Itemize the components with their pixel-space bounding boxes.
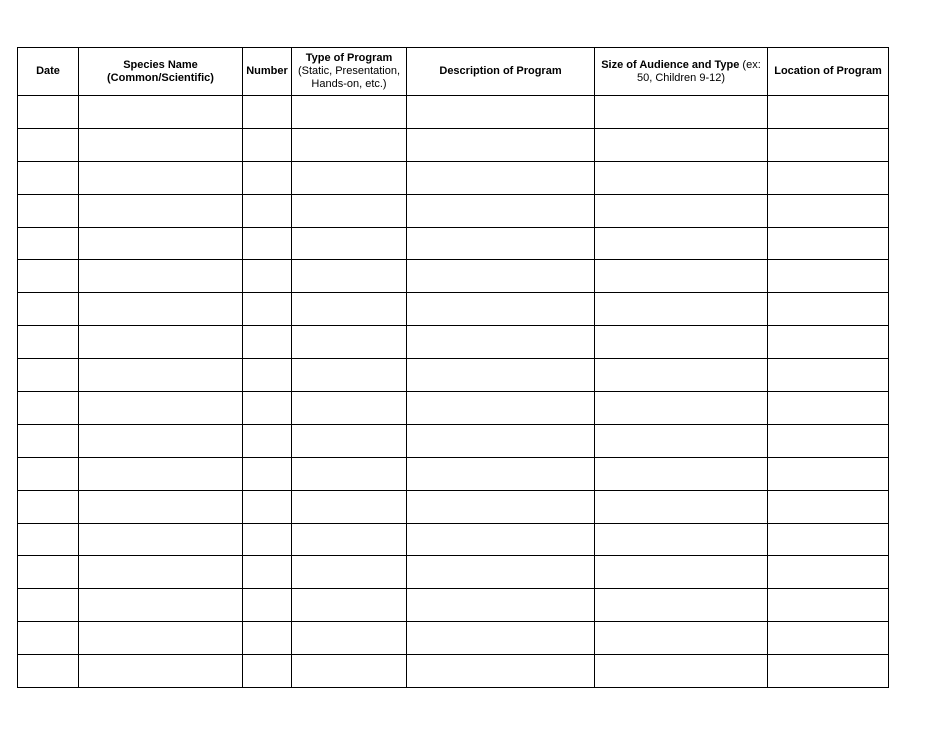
table-row — [18, 326, 889, 359]
cell-description[interactable] — [407, 260, 595, 293]
column-header-type-of-program: Type of Program (Static, Presentation, Hands-on, etc.) — [292, 48, 407, 96]
cell-number[interactable] — [243, 260, 292, 293]
cell-number[interactable] — [243, 227, 292, 260]
cell-date[interactable] — [18, 589, 79, 622]
cell-species-name[interactable] — [79, 359, 243, 392]
cell-description[interactable] — [407, 490, 595, 523]
cell-date[interactable] — [18, 392, 79, 425]
cell-number[interactable] — [243, 457, 292, 490]
header-row — [18, 48, 889, 96]
cell-type-of-program[interactable] — [292, 457, 407, 490]
cell-date[interactable] — [18, 359, 79, 392]
cell-description[interactable] — [407, 194, 595, 227]
cell-type-of-program[interactable] — [292, 326, 407, 359]
cell-number[interactable] — [243, 161, 292, 194]
table-row — [18, 128, 889, 161]
cell-type-of-program[interactable] — [292, 622, 407, 655]
cell-location[interactable] — [768, 490, 889, 523]
cell-species-name[interactable] — [79, 392, 243, 425]
table-row — [18, 194, 889, 227]
program-log-table — [17, 47, 889, 688]
cell-location[interactable] — [768, 194, 889, 227]
cell-description[interactable] — [407, 326, 595, 359]
cell-location[interactable] — [768, 556, 889, 589]
cell-audience-size[interactable] — [595, 128, 768, 161]
cell-number[interactable] — [243, 622, 292, 655]
cell-number[interactable] — [243, 96, 292, 129]
cell-date[interactable] — [18, 293, 79, 326]
cell-description[interactable] — [407, 128, 595, 161]
cell-number[interactable] — [243, 655, 292, 688]
cell-date[interactable] — [18, 161, 79, 194]
cell-number[interactable] — [243, 326, 292, 359]
cell-description[interactable] — [407, 392, 595, 425]
table-row — [18, 622, 889, 655]
table-row — [18, 161, 889, 194]
cell-number[interactable] — [243, 392, 292, 425]
cell-location[interactable] — [768, 589, 889, 622]
cell-species-name[interactable] — [79, 589, 243, 622]
cell-audience-size[interactable] — [595, 293, 768, 326]
table-row — [18, 589, 889, 622]
cell-location[interactable] — [768, 424, 889, 457]
table-row — [18, 424, 889, 457]
table-row — [18, 556, 889, 589]
cell-location[interactable] — [768, 359, 889, 392]
table-row — [18, 457, 889, 490]
cell-number[interactable] — [243, 194, 292, 227]
cell-description[interactable] — [407, 227, 595, 260]
cell-date[interactable] — [18, 490, 79, 523]
cell-species-name[interactable] — [79, 96, 243, 129]
cell-audience-size[interactable] — [595, 227, 768, 260]
column-header-species-name: Species Name (Common/Scientific) — [79, 48, 243, 96]
cell-date[interactable] — [18, 194, 79, 227]
cell-audience-size[interactable] — [595, 424, 768, 457]
cell-number[interactable] — [243, 556, 292, 589]
cell-location[interactable] — [768, 293, 889, 326]
table-row — [18, 392, 889, 425]
cell-species-name[interactable] — [79, 490, 243, 523]
cell-audience-size[interactable] — [595, 655, 768, 688]
cell-species-name[interactable] — [79, 655, 243, 688]
column-header-description: Description of Program — [407, 48, 595, 96]
cell-species-name[interactable] — [79, 293, 243, 326]
cell-date[interactable] — [18, 227, 79, 260]
cell-audience-size[interactable] — [595, 326, 768, 359]
cell-number[interactable] — [243, 293, 292, 326]
cell-date[interactable] — [18, 556, 79, 589]
cell-description[interactable] — [407, 457, 595, 490]
cell-description[interactable] — [407, 293, 595, 326]
cell-location[interactable] — [768, 161, 889, 194]
cell-number[interactable] — [243, 128, 292, 161]
cell-species-name[interactable] — [79, 326, 243, 359]
cell-number[interactable] — [243, 490, 292, 523]
cell-location[interactable] — [768, 392, 889, 425]
cell-audience-size[interactable] — [595, 589, 768, 622]
cell-type-of-program[interactable] — [292, 227, 407, 260]
cell-type-of-program[interactable] — [292, 655, 407, 688]
cell-date[interactable] — [18, 622, 79, 655]
column-header-date: Date — [18, 48, 79, 96]
cell-species-name[interactable] — [79, 128, 243, 161]
cell-type-of-program[interactable] — [292, 392, 407, 425]
table-row — [18, 655, 889, 688]
column-header-number: Number — [243, 48, 292, 96]
cell-audience-size[interactable] — [595, 359, 768, 392]
cell-audience-size[interactable] — [595, 194, 768, 227]
cell-audience-size[interactable] — [595, 523, 768, 556]
cell-description[interactable] — [407, 622, 595, 655]
cell-date[interactable] — [18, 457, 79, 490]
cell-species-name[interactable] — [79, 457, 243, 490]
cell-location[interactable] — [768, 128, 889, 161]
table-row — [18, 293, 889, 326]
cell-description[interactable] — [407, 523, 595, 556]
cell-number[interactable] — [243, 424, 292, 457]
cell-description[interactable] — [407, 655, 595, 688]
cell-species-name[interactable] — [79, 556, 243, 589]
cell-type-of-program[interactable] — [292, 260, 407, 293]
cell-date[interactable] — [18, 326, 79, 359]
cell-location[interactable] — [768, 655, 889, 688]
cell-audience-size[interactable] — [595, 556, 768, 589]
cell-audience-size[interactable] — [595, 457, 768, 490]
cell-location[interactable] — [768, 457, 889, 490]
cell-type-of-program[interactable] — [292, 523, 407, 556]
cell-description[interactable] — [407, 556, 595, 589]
cell-species-name[interactable] — [79, 523, 243, 556]
table-row — [18, 490, 889, 523]
cell-date[interactable] — [18, 96, 79, 129]
table-row — [18, 260, 889, 293]
cell-type-of-program[interactable] — [292, 424, 407, 457]
cell-species-name[interactable] — [79, 260, 243, 293]
cell-audience-size[interactable] — [595, 622, 768, 655]
table-row — [18, 227, 889, 260]
cell-audience-size[interactable] — [595, 490, 768, 523]
cell-type-of-program[interactable] — [292, 589, 407, 622]
log-body — [18, 96, 889, 688]
cell-description[interactable] — [407, 424, 595, 457]
cell-species-name[interactable] — [79, 161, 243, 194]
cell-type-of-program[interactable] — [292, 359, 407, 392]
cell-species-name[interactable] — [79, 424, 243, 457]
cell-species-name[interactable] — [79, 194, 243, 227]
cell-location[interactable] — [768, 523, 889, 556]
cell-audience-size[interactable] — [595, 161, 768, 194]
column-header-location: Location of Program — [768, 48, 889, 96]
cell-date[interactable] — [18, 523, 79, 556]
cell-type-of-program[interactable] — [292, 194, 407, 227]
cell-location[interactable] — [768, 227, 889, 260]
cell-date[interactable] — [18, 128, 79, 161]
cell-description[interactable] — [407, 161, 595, 194]
cell-date[interactable] — [18, 260, 79, 293]
column-header-audience-size: Size of Audience and Type (ex: 50, Children 9-12) — [595, 48, 768, 96]
cell-type-of-program[interactable] — [292, 128, 407, 161]
cell-description[interactable] — [407, 589, 595, 622]
cell-date[interactable] — [18, 655, 79, 688]
cell-type-of-program[interactable] — [292, 490, 407, 523]
table-row — [18, 523, 889, 556]
cell-type-of-program[interactable] — [292, 556, 407, 589]
cell-location[interactable] — [768, 96, 889, 129]
cell-number[interactable] — [243, 359, 292, 392]
cell-type-of-program[interactable] — [292, 293, 407, 326]
cell-number[interactable] — [243, 589, 292, 622]
cell-location[interactable] — [768, 260, 889, 293]
cell-audience-size[interactable] — [595, 392, 768, 425]
cell-audience-size[interactable] — [595, 96, 768, 129]
cell-location[interactable] — [768, 622, 889, 655]
cell-date[interactable] — [18, 424, 79, 457]
cell-number[interactable] — [243, 523, 292, 556]
cell-description[interactable] — [407, 359, 595, 392]
cell-species-name[interactable] — [79, 622, 243, 655]
table-row — [18, 359, 889, 392]
cell-location[interactable] — [768, 326, 889, 359]
cell-description[interactable] — [407, 96, 595, 129]
cell-species-name[interactable] — [79, 227, 243, 260]
cell-audience-size[interactable] — [595, 260, 768, 293]
table-row — [18, 96, 889, 129]
cell-type-of-program[interactable] — [292, 161, 407, 194]
cell-type-of-program[interactable] — [292, 96, 407, 129]
